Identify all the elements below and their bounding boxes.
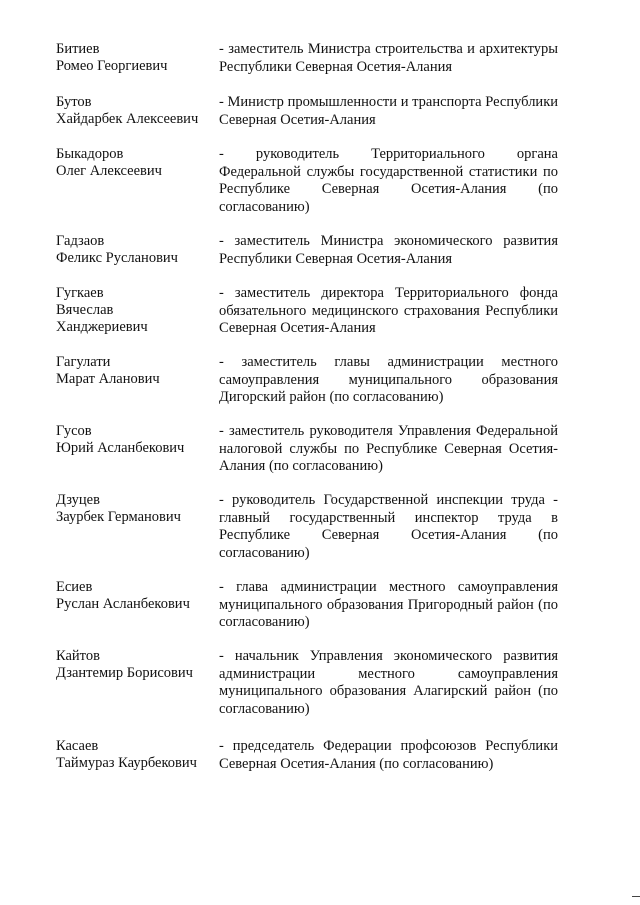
person-name (56, 94, 216, 128)
person-name (56, 285, 216, 336)
given-name: Хайдарбек Алексеевич (56, 111, 199, 127)
position-description: - Министр промышленности и транспорта Республики Северная Осетия-Алания (219, 94, 558, 128)
position-description: - заместитель руководителя Управления Федеральной налоговой службы по Республике Северная Осетия-Алания (по согласованию) (219, 423, 558, 474)
surname: Быкадоров (56, 146, 124, 162)
surname: Кайтов (56, 648, 100, 664)
position-description: - глава администрации местного самоуправления муниципального образования Пригородный район (по согласованию) (219, 579, 558, 630)
person-name (56, 648, 216, 682)
given-name: Заурбек Германович (56, 509, 181, 525)
surname: Есиев (56, 579, 93, 595)
given-name: Олег Алексеевич (56, 163, 162, 179)
page-edge-mark (632, 896, 640, 897)
position-description: - председатель Федерации профсоюзов Республики Северная Осетия-Алания (по согласованию) (219, 738, 558, 772)
person-name (56, 41, 216, 75)
surname: Касаев (56, 738, 99, 754)
surname: Дзуцев (56, 492, 100, 508)
person-name (56, 579, 216, 613)
surname: Битиев (56, 41, 100, 57)
position-description: - начальник Управления экономического развития администрации местного самоуправления муниципального образования Алагирский район (по согласованию) (219, 648, 558, 717)
position-description: - заместитель Министра экономического развития Республики Северная Осетия-Алания (219, 233, 558, 267)
given-name: Юрий Асланбекович (56, 440, 185, 456)
person-name (56, 354, 216, 388)
surname: Гугкаев (56, 285, 104, 301)
surname: Бутов (56, 94, 92, 110)
position-description: - заместитель директора Территориального фонда обязательного медицинского страхования Республики Северная Осетия-Алания (219, 285, 558, 336)
given-name: Дзантемир Борисович (56, 665, 193, 681)
given-name: Ромео Георгиевич (56, 58, 168, 74)
person-name (56, 146, 216, 180)
position-description: - руководитель Территориального органа Федеральной службы государственной статистики по Республике Северная Осетия-Алания (по согласованию) (219, 146, 558, 215)
given-name: Марат Аланович (56, 371, 160, 387)
person-name (56, 423, 216, 457)
surname: Гагулати (56, 354, 111, 370)
position-description: - руководитель Государственной инспекции труда - главный государственный инспектор труда в Республике Северная Осетия-Алания (по согласованию) (219, 492, 558, 561)
given-name: Феликс Русланович (56, 250, 178, 266)
given-name: Таймураз Каурбекович (56, 755, 197, 771)
person-name (56, 738, 216, 772)
patronymic: Ханджериевич (56, 319, 148, 335)
surname: Гадзаов (56, 233, 105, 249)
given-name: Руслан Асланбекович (56, 596, 190, 612)
position-description: - заместитель Министра строительства и архитектуры Республики Северная Осетия-Алания (219, 41, 558, 75)
given-name: Вячеслав (56, 302, 114, 318)
person-name (56, 492, 216, 526)
position-description: - заместитель главы администрации местного самоуправления муниципального образования Дигорский район (по согласованию) (219, 354, 558, 405)
person-name (56, 233, 216, 267)
surname: Гусов (56, 423, 92, 439)
